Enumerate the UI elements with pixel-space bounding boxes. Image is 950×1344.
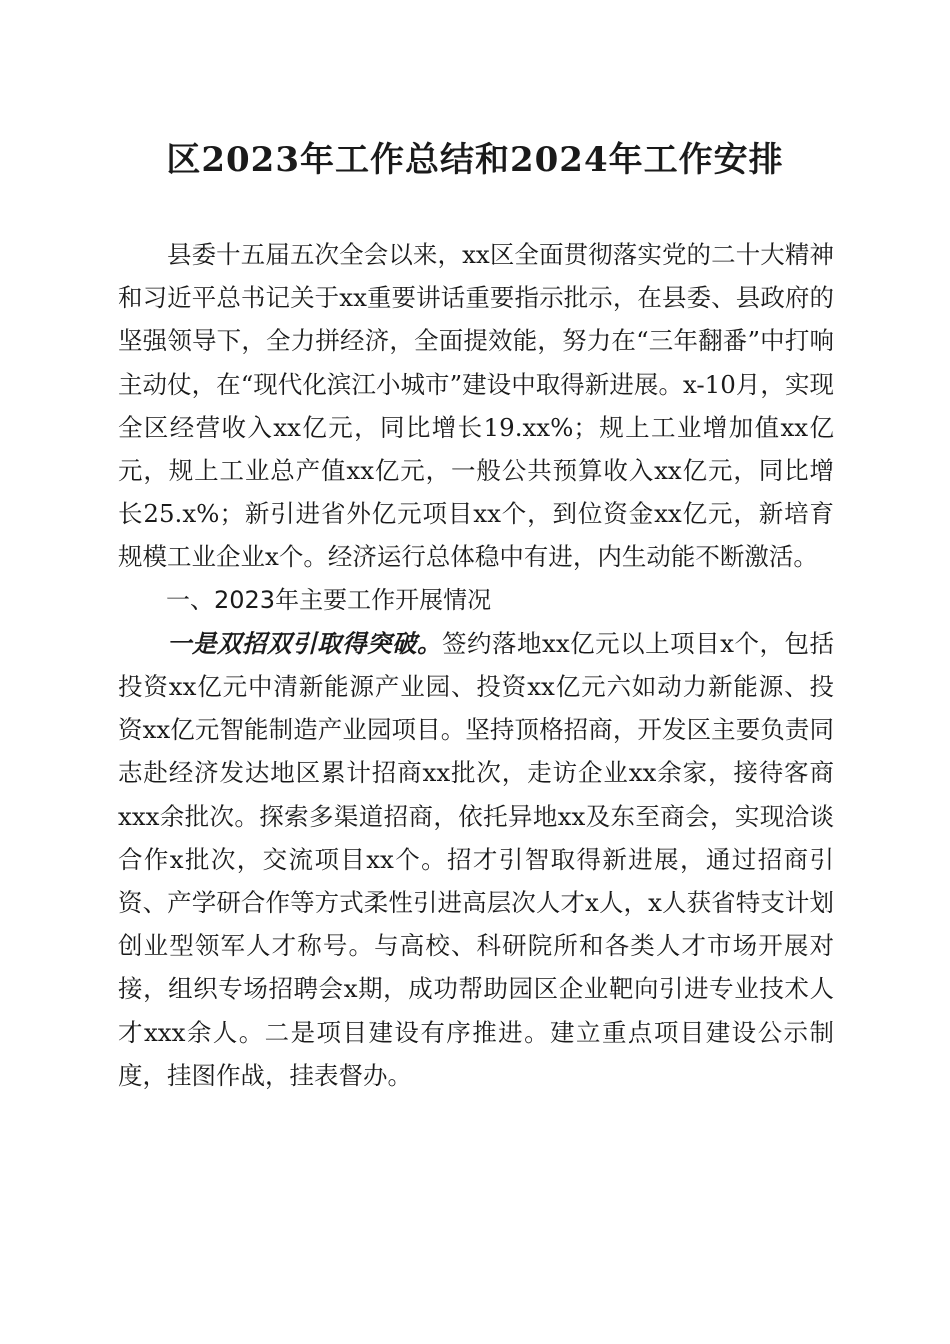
section-body: 签约落地xx亿元以上项目x个，包括投资xx亿元中清新能源产业园、投资xx亿元六如动力新能源、投资xx亿元智能制造产业园项目。坚持顶格招商，开发区主要负责同志赴经济发达地区累计招商xx批次，走访企业xx余家，接待客商xxx余批次。探索多渠道招商，依托异地xx及东至商会，实现洽谈合作x批次，交流项目xx个。招才引智取得新进展，通过招商引资、产学研合作等方式柔性引进高层次人才x人，x人获省特支计划创业型领军人才称号。与高校、科研院所和各类人才市场开展对接，组织专场招聘会x期，成功帮助园区企业靶向引进专业技术人才xxx余人。二是项目建设有序推进。建立重点项目建设公示制度，挂图作战，挂表督办。 <box>118 628 835 1090</box>
document-title: 区2023年工作总结和2024年工作安排 <box>166 140 784 180</box>
section-heading: 一、2023年主要工作开展情况 <box>166 585 492 614</box>
section-lead: 一是双招双引取得突破。 <box>167 628 443 658</box>
section-paragraph <box>118 622 834 1097</box>
intro-paragraph: 县委十五届五次全会以来，xx区全面贯彻落实党的二十大精神和习近平总书记关于xx重要讲话重要指示批示，在县委、县政府的坚强领导下，全力拼经济，全面提效能，努力在“三年翻番”中打响主动仗，在“现代化滨江小城市”建设中取得新进展。x-10月，实现全区经营收入xx亿元，同比增长19.xx%；规上工业增加值xx亿元，规上工业总产值xx亿元，一般公共预算收入xx亿元，同比增长25.x%；新引进省外亿元项目xx个，到位资金xx亿元，新培育规模工业企业x个。经济运行总体稳中有进，内生动能不断激活。 <box>118 240 834 572</box>
document-body <box>118 233 834 1097</box>
